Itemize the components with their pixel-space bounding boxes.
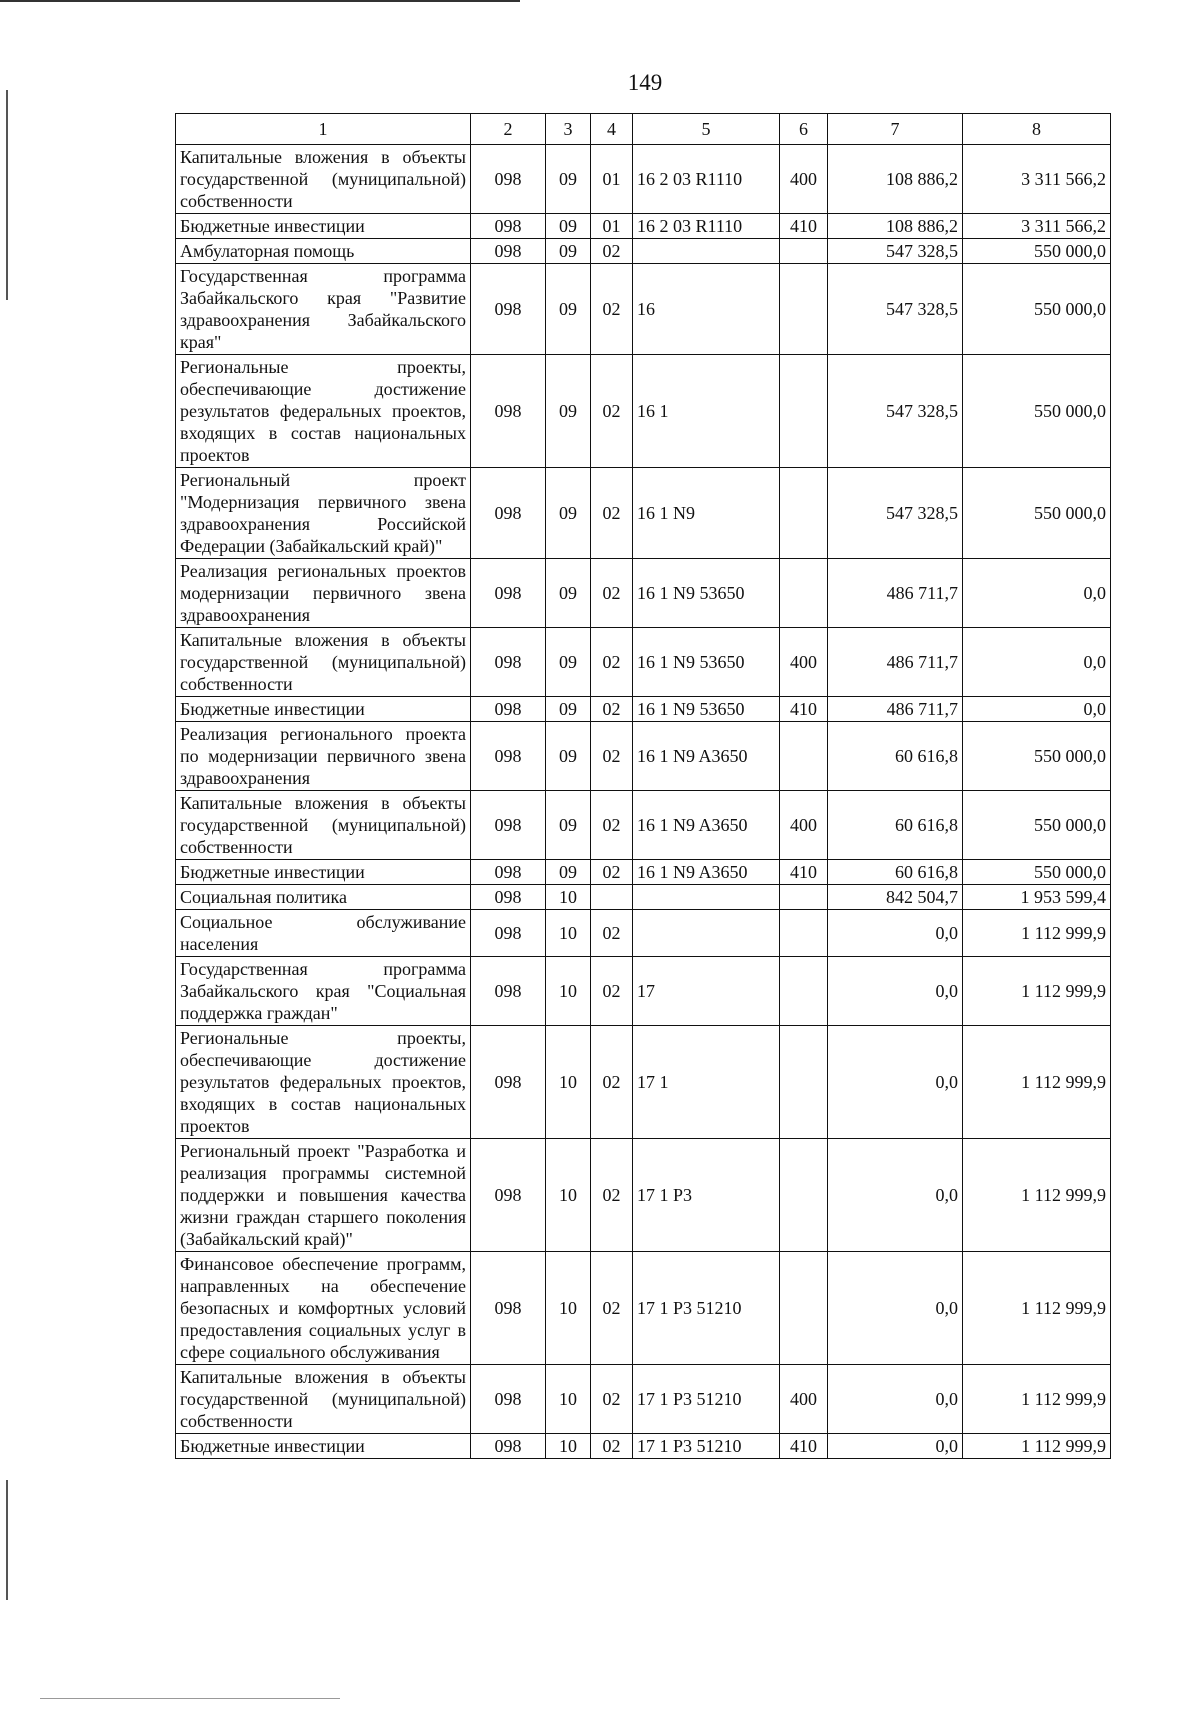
- table-row: [176, 1026, 1111, 1139]
- section-code: 09: [546, 722, 591, 791]
- subsection-code: 02: [591, 1365, 633, 1434]
- subsection-code: 02: [591, 1434, 633, 1459]
- target-code: 16 1 N9 53650: [633, 559, 780, 628]
- sum-year-1: 0,0: [828, 1434, 963, 1459]
- row-name: Государственная программа Забайкальского края "Социальная поддержка граждан": [176, 957, 471, 1026]
- type-code: [780, 885, 828, 910]
- table-row: [176, 1252, 1111, 1365]
- section-code: 09: [546, 628, 591, 697]
- sum-year-2: 550 000,0: [963, 355, 1111, 468]
- ministry-code: 098: [471, 468, 546, 559]
- type-code: 410: [780, 697, 828, 722]
- subsection-code: 02: [591, 910, 633, 957]
- ministry-code: 098: [471, 910, 546, 957]
- table-row: [176, 559, 1111, 628]
- type-code: [780, 722, 828, 791]
- sum-year-1: 0,0: [828, 1026, 963, 1139]
- row-name: Капитальные вложения в объекты государственной (муниципальной) собственности: [176, 791, 471, 860]
- type-code: 410: [780, 860, 828, 885]
- subsection-code: 02: [591, 860, 633, 885]
- table-body: [176, 145, 1111, 1459]
- scan-edge-left: [6, 90, 8, 300]
- sum-year-1: 60 616,8: [828, 722, 963, 791]
- type-code: [780, 239, 828, 264]
- subsection-code: 01: [591, 145, 633, 214]
- row-name: Капитальные вложения в объекты государственной (муниципальной) собственности: [176, 1365, 471, 1434]
- sum-year-2: 1 112 999,9: [963, 1365, 1111, 1434]
- ministry-code: 098: [471, 628, 546, 697]
- row-name: Капитальные вложения в объекты государственной (муниципальной) собственности: [176, 628, 471, 697]
- column-header: 4: [591, 114, 633, 145]
- ministry-code: 098: [471, 1026, 546, 1139]
- sum-year-2: 1 112 999,9: [963, 910, 1111, 957]
- sum-year-1: 60 616,8: [828, 860, 963, 885]
- table-row: [176, 910, 1111, 957]
- target-code: 17 1 P3 51210: [633, 1252, 780, 1365]
- target-code: 16 1 N9 A3650: [633, 860, 780, 885]
- column-header: 1: [176, 114, 471, 145]
- sum-year-1: 60 616,8: [828, 791, 963, 860]
- subsection-code: 02: [591, 1252, 633, 1365]
- section-code: 09: [546, 559, 591, 628]
- budget-table: [175, 113, 1111, 1459]
- target-code: 17 1: [633, 1026, 780, 1139]
- row-name: Капитальные вложения в объекты государственной (муниципальной) собственности: [176, 145, 471, 214]
- sum-year-2: 1 953 599,4: [963, 885, 1111, 910]
- sum-year-2: 550 000,0: [963, 468, 1111, 559]
- ministry-code: 098: [471, 264, 546, 355]
- scan-edge-top: [0, 0, 520, 2]
- row-name: Региональные проекты, обеспечивающие достижение результатов федеральных проектов, входящих в состав национальных проектов: [176, 355, 471, 468]
- target-code: [633, 239, 780, 264]
- row-name: Реализация региональных проектов модернизации первичного звена здравоохранения: [176, 559, 471, 628]
- type-code: [780, 559, 828, 628]
- subsection-code: 02: [591, 722, 633, 791]
- sum-year-2: 550 000,0: [963, 791, 1111, 860]
- row-name: Региональный проект "Модернизация первичного звена здравоохранения Российской Федерации (Забайкальский край)": [176, 468, 471, 559]
- sum-year-1: 486 711,7: [828, 559, 963, 628]
- table-row: [176, 1139, 1111, 1252]
- table-row: [176, 628, 1111, 697]
- row-name: Социальное обслуживание населения: [176, 910, 471, 957]
- sum-year-2: 0,0: [963, 559, 1111, 628]
- subsection-code: 02: [591, 791, 633, 860]
- sum-year-1: 0,0: [828, 957, 963, 1026]
- type-code: 410: [780, 1434, 828, 1459]
- type-code: 400: [780, 145, 828, 214]
- subsection-code: 02: [591, 628, 633, 697]
- ministry-code: 098: [471, 722, 546, 791]
- section-code: 10: [546, 1139, 591, 1252]
- ministry-code: 098: [471, 885, 546, 910]
- sum-year-2: 550 000,0: [963, 264, 1111, 355]
- column-header: 6: [780, 114, 828, 145]
- section-code: 09: [546, 355, 591, 468]
- column-header: 2: [471, 114, 546, 145]
- sum-year-2: 1 112 999,9: [963, 1139, 1111, 1252]
- type-code: [780, 468, 828, 559]
- target-code: 16 2 03 R1110: [633, 214, 780, 239]
- type-code: [780, 264, 828, 355]
- type-code: 400: [780, 628, 828, 697]
- row-name: Бюджетные инвестиции: [176, 214, 471, 239]
- ministry-code: 098: [471, 1139, 546, 1252]
- type-code: 400: [780, 791, 828, 860]
- type-code: [780, 355, 828, 468]
- subsection-code: 02: [591, 355, 633, 468]
- target-code: 17 1 P3: [633, 1139, 780, 1252]
- sum-year-2: 3 311 566,2: [963, 145, 1111, 214]
- subsection-code: 02: [591, 957, 633, 1026]
- ministry-code: 098: [471, 697, 546, 722]
- type-code: [780, 1139, 828, 1252]
- target-code: 17 1 P3 51210: [633, 1365, 780, 1434]
- ministry-code: 098: [471, 1252, 546, 1365]
- target-code: 16: [633, 264, 780, 355]
- header-row: [176, 114, 1111, 145]
- target-code: 16 1 N9: [633, 468, 780, 559]
- sum-year-2: 550 000,0: [963, 722, 1111, 791]
- column-header: 8: [963, 114, 1111, 145]
- scan-edge-bottom: [40, 1698, 340, 1699]
- sum-year-1: 0,0: [828, 1252, 963, 1365]
- target-code: 16 1 N9 A3650: [633, 791, 780, 860]
- section-code: 09: [546, 239, 591, 264]
- row-name: Региональный проект "Разработка и реализация программы системной поддержки и повышения качества жизни граждан старшего поколения (Забайкальский край)": [176, 1139, 471, 1252]
- target-code: 16 1 N9 53650: [633, 628, 780, 697]
- ministry-code: 098: [471, 957, 546, 1026]
- type-code: 410: [780, 214, 828, 239]
- ministry-code: 098: [471, 1365, 546, 1434]
- sum-year-2: 1 112 999,9: [963, 957, 1111, 1026]
- ministry-code: 098: [471, 355, 546, 468]
- subsection-code: 02: [591, 468, 633, 559]
- section-code: 09: [546, 791, 591, 860]
- column-header: 3: [546, 114, 591, 145]
- subsection-code: 02: [591, 1139, 633, 1252]
- section-code: 10: [546, 1252, 591, 1365]
- section-code: 10: [546, 957, 591, 1026]
- target-code: 16 2 03 R1110: [633, 145, 780, 214]
- table-row: [176, 239, 1111, 264]
- table-row: [176, 1434, 1111, 1459]
- subsection-code: 02: [591, 1026, 633, 1139]
- target-code: 16 1: [633, 355, 780, 468]
- sum-year-2: 1 112 999,9: [963, 1434, 1111, 1459]
- sum-year-1: 0,0: [828, 910, 963, 957]
- row-name: Государственная программа Забайкальского края "Развитие здравоохранения Забайкальского края": [176, 264, 471, 355]
- ministry-code: 098: [471, 860, 546, 885]
- sum-year-2: 550 000,0: [963, 860, 1111, 885]
- sum-year-1: 108 886,2: [828, 145, 963, 214]
- section-code: 09: [546, 697, 591, 722]
- table-row: [176, 355, 1111, 468]
- type-code: 400: [780, 1365, 828, 1434]
- sum-year-2: 0,0: [963, 628, 1111, 697]
- row-name: Финансовое обеспечение программ, направленных на обеспечение безопасных и комфортных условий предоставления социальных услуг в сфере социального обслуживания: [176, 1252, 471, 1365]
- sum-year-1: 547 328,5: [828, 239, 963, 264]
- row-name: Реализация регионального проекта по модернизации первичного звена здравоохранения: [176, 722, 471, 791]
- table-row: [176, 860, 1111, 885]
- column-header: 7: [828, 114, 963, 145]
- type-code: [780, 1252, 828, 1365]
- section-code: 09: [546, 214, 591, 239]
- sum-year-1: 0,0: [828, 1365, 963, 1434]
- section-code: 09: [546, 860, 591, 885]
- sum-year-2: 3 311 566,2: [963, 214, 1111, 239]
- table-row: [176, 468, 1111, 559]
- section-code: 10: [546, 885, 591, 910]
- section-code: 09: [546, 264, 591, 355]
- ministry-code: 098: [471, 239, 546, 264]
- sum-year-1: 547 328,5: [828, 264, 963, 355]
- sum-year-2: 0,0: [963, 697, 1111, 722]
- type-code: [780, 910, 828, 957]
- ministry-code: 098: [471, 559, 546, 628]
- ministry-code: 098: [471, 1434, 546, 1459]
- section-code: 10: [546, 1365, 591, 1434]
- sum-year-1: 842 504,7: [828, 885, 963, 910]
- table-row: [176, 264, 1111, 355]
- sum-year-2: 550 000,0: [963, 239, 1111, 264]
- section-code: 09: [546, 468, 591, 559]
- table-row: [176, 885, 1111, 910]
- scan-edge-left-lower: [6, 1480, 8, 1600]
- target-code: 17: [633, 957, 780, 1026]
- row-name: Региональные проекты, обеспечивающие достижение результатов федеральных проектов, входящих в состав национальных проектов: [176, 1026, 471, 1139]
- row-name: Амбулаторная помощь: [176, 239, 471, 264]
- subsection-code: 01: [591, 214, 633, 239]
- table-row: [176, 697, 1111, 722]
- page-number: 149: [627, 70, 663, 95]
- ministry-code: 098: [471, 145, 546, 214]
- row-name: Социальная политика: [176, 885, 471, 910]
- type-code: [780, 957, 828, 1026]
- sum-year-1: 0,0: [828, 1139, 963, 1252]
- table-row: [176, 791, 1111, 860]
- target-code: [633, 885, 780, 910]
- type-code: [780, 1026, 828, 1139]
- target-code: 16 1 N9 A3650: [633, 722, 780, 791]
- table-row: [176, 145, 1111, 214]
- ministry-code: 098: [471, 214, 546, 239]
- target-code: [633, 910, 780, 957]
- subsection-code: 02: [591, 559, 633, 628]
- row-name: Бюджетные инвестиции: [176, 1434, 471, 1459]
- sum-year-1: 547 328,5: [828, 355, 963, 468]
- table-row: [176, 1365, 1111, 1434]
- sum-year-2: 1 112 999,9: [963, 1252, 1111, 1365]
- sum-year-1: 547 328,5: [828, 468, 963, 559]
- ministry-code: 098: [471, 791, 546, 860]
- subsection-code: 02: [591, 264, 633, 355]
- column-header: 5: [633, 114, 780, 145]
- sum-year-1: 486 711,7: [828, 697, 963, 722]
- target-code: 17 1 P3 51210: [633, 1434, 780, 1459]
- table-row: [176, 722, 1111, 791]
- target-code: 16 1 N9 53650: [633, 697, 780, 722]
- sum-year-2: 1 112 999,9: [963, 1026, 1111, 1139]
- sum-year-1: 108 886,2: [828, 214, 963, 239]
- section-code: 10: [546, 1026, 591, 1139]
- table-row: [176, 214, 1111, 239]
- subsection-code: 02: [591, 697, 633, 722]
- section-code: 10: [546, 1434, 591, 1459]
- row-name: Бюджетные инвестиции: [176, 860, 471, 885]
- table-row: [176, 957, 1111, 1026]
- section-code: 09: [546, 145, 591, 214]
- sum-year-1: 486 711,7: [828, 628, 963, 697]
- row-name: Бюджетные инвестиции: [176, 697, 471, 722]
- section-code: 10: [546, 910, 591, 957]
- subsection-code: [591, 885, 633, 910]
- subsection-code: 02: [591, 239, 633, 264]
